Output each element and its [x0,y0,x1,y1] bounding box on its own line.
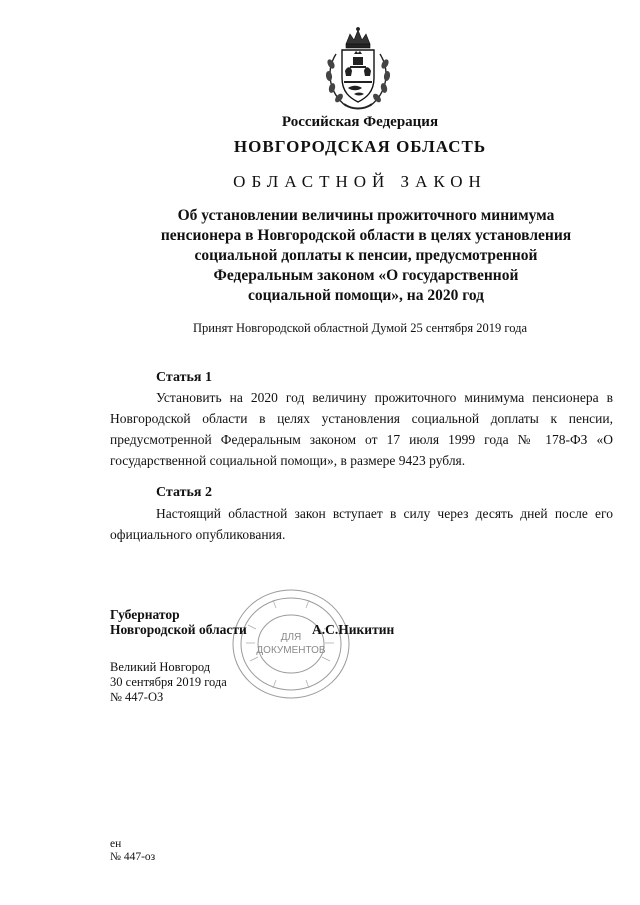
law-title [118,206,614,306]
signatory-title-line2: Новгородской области [110,622,247,637]
signatory-title [110,607,247,637]
law-number: № 447-ОЗ [110,690,164,704]
signatory-name: А.С.Никитин [312,622,395,637]
adoption-note: Принят Новгородской областной Думой 25 сентября 2019 года [192,321,528,335]
coat-of-arms-icon [322,26,394,112]
footer-initials: ен [110,838,122,850]
federation-heading: Российская Федерация [281,114,439,130]
region-heading: НОВГОРОДСКАЯ ОБЛАСТЬ [233,137,487,156]
article-1-heading: Статья 1 [156,370,212,385]
signing-date: 30 сентября 2019 года [110,675,227,689]
city: Великий Новгород [110,660,211,674]
law-title-line: социальной помощи», на 2020 год [248,287,484,304]
stamp-text-line2: ДОКУМЕНТОВ [256,645,326,656]
place-date-block [110,660,227,705]
stamp-text-line1: ДЛЯ [280,632,302,643]
law-title-line: Федеральным законом «О государственной [213,267,519,284]
seal-stamp-icon [228,585,354,703]
law-title-line: Об установлении величины прожиточного минимума [177,207,555,224]
article-1-text: Установить на 2020 год величину прожиточного минимума пенсионера в Новгородской области в целях установления социальной доплаты к пенсии, предусмотренной Федеральным законом от 17 июля 1999 года № 178-ФЗ «О государственной социальной помощи», в размере 9423 рубля. [110,390,613,468]
law-title-line: социальной доплаты к пенсии, предусмотренной [194,247,538,264]
article-2-text: Настоящий областной закон вступает в силу через десять дней после его официального опубликования. [110,506,613,542]
law-title-line: пенсионера в Новгородской области в целях установления [160,227,572,244]
law-type-heading: ОБЛАСТНОЙ ЗАКОН [233,172,487,191]
footer-block [110,838,155,864]
signatory-title-line1: Губернатор [110,607,180,622]
article-2-heading: Статья 2 [156,485,212,500]
footer-number: № 447-оз [110,851,156,863]
